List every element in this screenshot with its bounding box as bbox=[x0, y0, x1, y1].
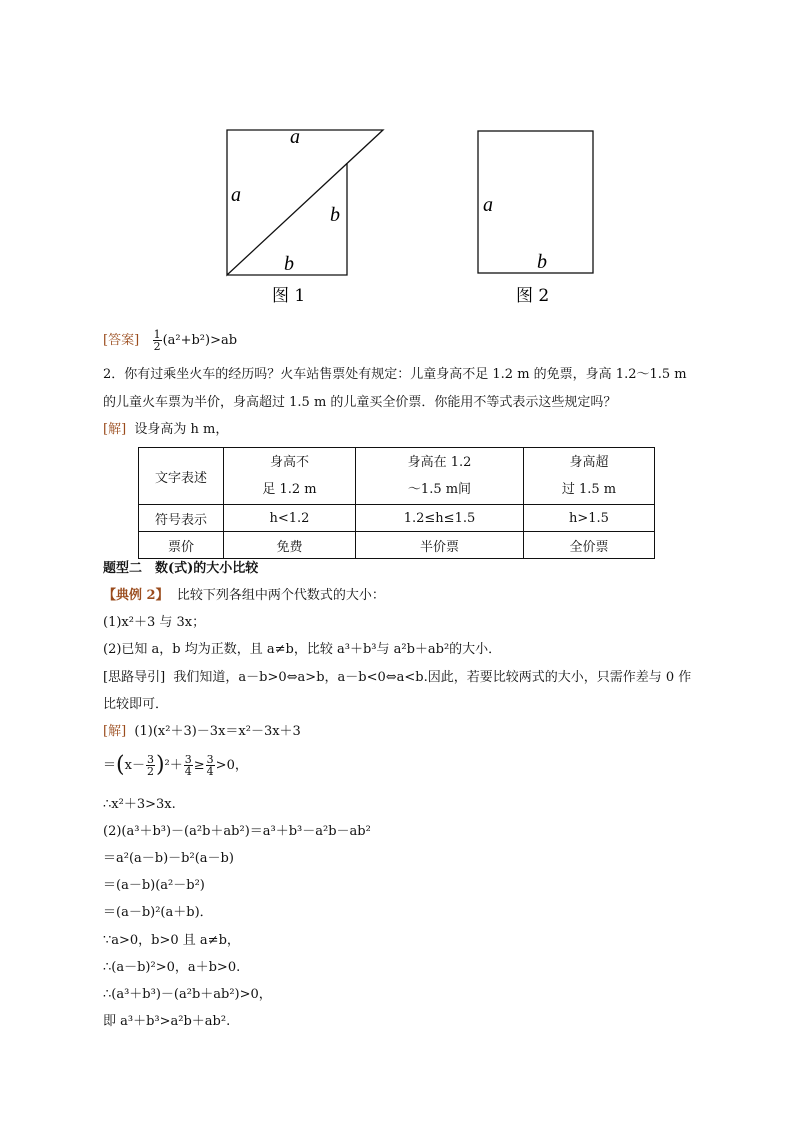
guide-line2: 比较即可． bbox=[103, 697, 169, 712]
solution-step1: (1)(x²＋3)－3x＝x²－3x＋3 bbox=[134, 724, 301, 739]
example2-line bbox=[103, 587, 385, 605]
solution2-line bbox=[103, 421, 228, 439]
table-row bbox=[139, 448, 655, 505]
section-title: 题型二 数(式)的大小比较 bbox=[103, 561, 259, 576]
table-cell bbox=[524, 448, 655, 505]
table-cell-line: 身高不 bbox=[269, 455, 309, 470]
frac-num: 3 bbox=[184, 753, 192, 766]
solution-line6: ＝(a－b)(a²－b²) bbox=[103, 878, 205, 893]
table-head-price: 票价 bbox=[139, 532, 224, 559]
fig1-label-bottom: b bbox=[284, 253, 294, 275]
guide-text: 我们知道，a－b>0⇔a>b，a－b<0⇔a<b.因此，若要比较两式的大小，只需作差与 0 作 bbox=[173, 670, 692, 685]
ticket-rule-table bbox=[138, 447, 655, 559]
solution-x: x－ bbox=[124, 758, 145, 773]
solution-line2 bbox=[103, 754, 248, 777]
example2-tag: 【典例 2】 bbox=[103, 588, 169, 603]
table-cell-line: 身高在 1.2 bbox=[407, 455, 472, 470]
solution-ge: ≥ bbox=[193, 758, 205, 773]
table-cell bbox=[224, 448, 356, 505]
frac-den: 4 bbox=[184, 765, 192, 778]
answer-frac-den: 2 bbox=[153, 340, 161, 353]
example2-item2: (2)已知 a，b 均为正数，且 a≠b，比较 a³＋b³与 a²b＋ab²的大小． bbox=[103, 642, 502, 657]
table-row bbox=[139, 505, 655, 532]
solution-line3: ∴x²＋3>3x. bbox=[103, 797, 176, 812]
solution-line10: ∴(a³＋b³)－(a²b＋ab²)>0， bbox=[103, 987, 272, 1002]
table-cell-line: 过 1.5 m bbox=[561, 482, 617, 497]
answer-frac-num: 1 bbox=[153, 328, 161, 341]
right-paren-icon: ) bbox=[155, 752, 165, 778]
figure-1 bbox=[220, 125, 395, 315]
solution-line8: ∵a>0，b>0 且 a≠b， bbox=[103, 933, 240, 948]
frac-num: 3 bbox=[206, 753, 214, 766]
fig1-label-left: a bbox=[231, 184, 241, 206]
answer-tag: [答案] bbox=[103, 333, 140, 348]
question2-line2: 的儿童火车票为半价，身高超过 1.5 m 的儿童买全价票．你能用不等式表示这些规定吗？ bbox=[103, 395, 617, 410]
table-head-symbol: 符号表示 bbox=[139, 505, 224, 532]
solution-line4: (2)(a³＋b³)－(a²b＋ab²)＝a³＋b³－a²b－ab² bbox=[103, 824, 371, 839]
solution-mid: ²＋ bbox=[164, 758, 183, 773]
table-cell-line: ～1.5 m间 bbox=[407, 482, 472, 497]
left-paren-icon: ( bbox=[116, 752, 125, 778]
fraction-3-4 bbox=[184, 754, 193, 777]
guide-tag: [思路导引] bbox=[103, 670, 166, 685]
solution-end: >0， bbox=[215, 758, 248, 773]
solution2-tag: [解] bbox=[103, 422, 127, 437]
frac-den: 4 bbox=[206, 765, 214, 778]
example2-item1: (1)x²＋3 与 3x； bbox=[103, 615, 206, 630]
fig2-label-left: a bbox=[483, 194, 493, 216]
table-head-text-description: 文字表述 bbox=[139, 448, 224, 505]
answer-rest: (a²+b²)>ab bbox=[162, 333, 238, 348]
table-cell: 1.2≤h≤1.5 bbox=[356, 505, 524, 532]
fig1-label-right: b bbox=[330, 204, 340, 226]
table-cell: h<1.2 bbox=[224, 505, 356, 532]
table-row bbox=[139, 532, 655, 559]
fig1-trapezoid-top bbox=[227, 130, 383, 275]
fig1-label-top: a bbox=[290, 126, 300, 148]
table-cell bbox=[356, 448, 524, 505]
example2-text: 比较下列各组中两个代数式的大小： bbox=[176, 588, 385, 603]
fig2-rectangle bbox=[478, 131, 593, 273]
fraction-3-4-b bbox=[206, 754, 215, 777]
solution-line5: ＝a²(a－b)－b²(a－b) bbox=[103, 851, 234, 866]
frac-num: 3 bbox=[146, 753, 154, 766]
solution-tag: [解] bbox=[103, 724, 127, 739]
fig2-label-bottom: b bbox=[537, 251, 547, 273]
solution-line9: ∴(a－b)²>0，a＋b>0. bbox=[103, 960, 241, 975]
frac-den: 2 bbox=[146, 765, 154, 778]
solution-line1 bbox=[103, 723, 301, 741]
table-cell: 半价票 bbox=[356, 532, 524, 559]
solution2-text: 设身高为 h m， bbox=[134, 422, 229, 437]
guide-line1 bbox=[103, 669, 691, 687]
table-cell: 全价票 bbox=[524, 532, 655, 559]
answer-fraction bbox=[153, 329, 162, 352]
answer-line bbox=[103, 329, 237, 352]
question2-line1: 2．你有过乘坐火车的经历吗？火车站售票处有规定：儿童身高不足 1.2 m 的免票，身高 1.2～1.5 m bbox=[103, 367, 687, 382]
fig1-caption: 图 1 bbox=[272, 286, 306, 306]
solution-line7: ＝(a－b)²(a＋b)． bbox=[103, 905, 213, 920]
fraction-3-2 bbox=[146, 754, 155, 777]
figure-2 bbox=[470, 125, 610, 315]
table-cell: 免费 bbox=[224, 532, 356, 559]
table-cell-line: 身高超 bbox=[569, 455, 609, 470]
solution-line11: 即 a³＋b³>a²b＋ab². bbox=[103, 1014, 231, 1029]
fig2-caption: 图 2 bbox=[516, 286, 550, 306]
table-cell: h>1.5 bbox=[524, 505, 655, 532]
solution-eq: ＝ bbox=[103, 758, 117, 773]
table-cell-line: 足 1.2 m bbox=[262, 482, 317, 497]
